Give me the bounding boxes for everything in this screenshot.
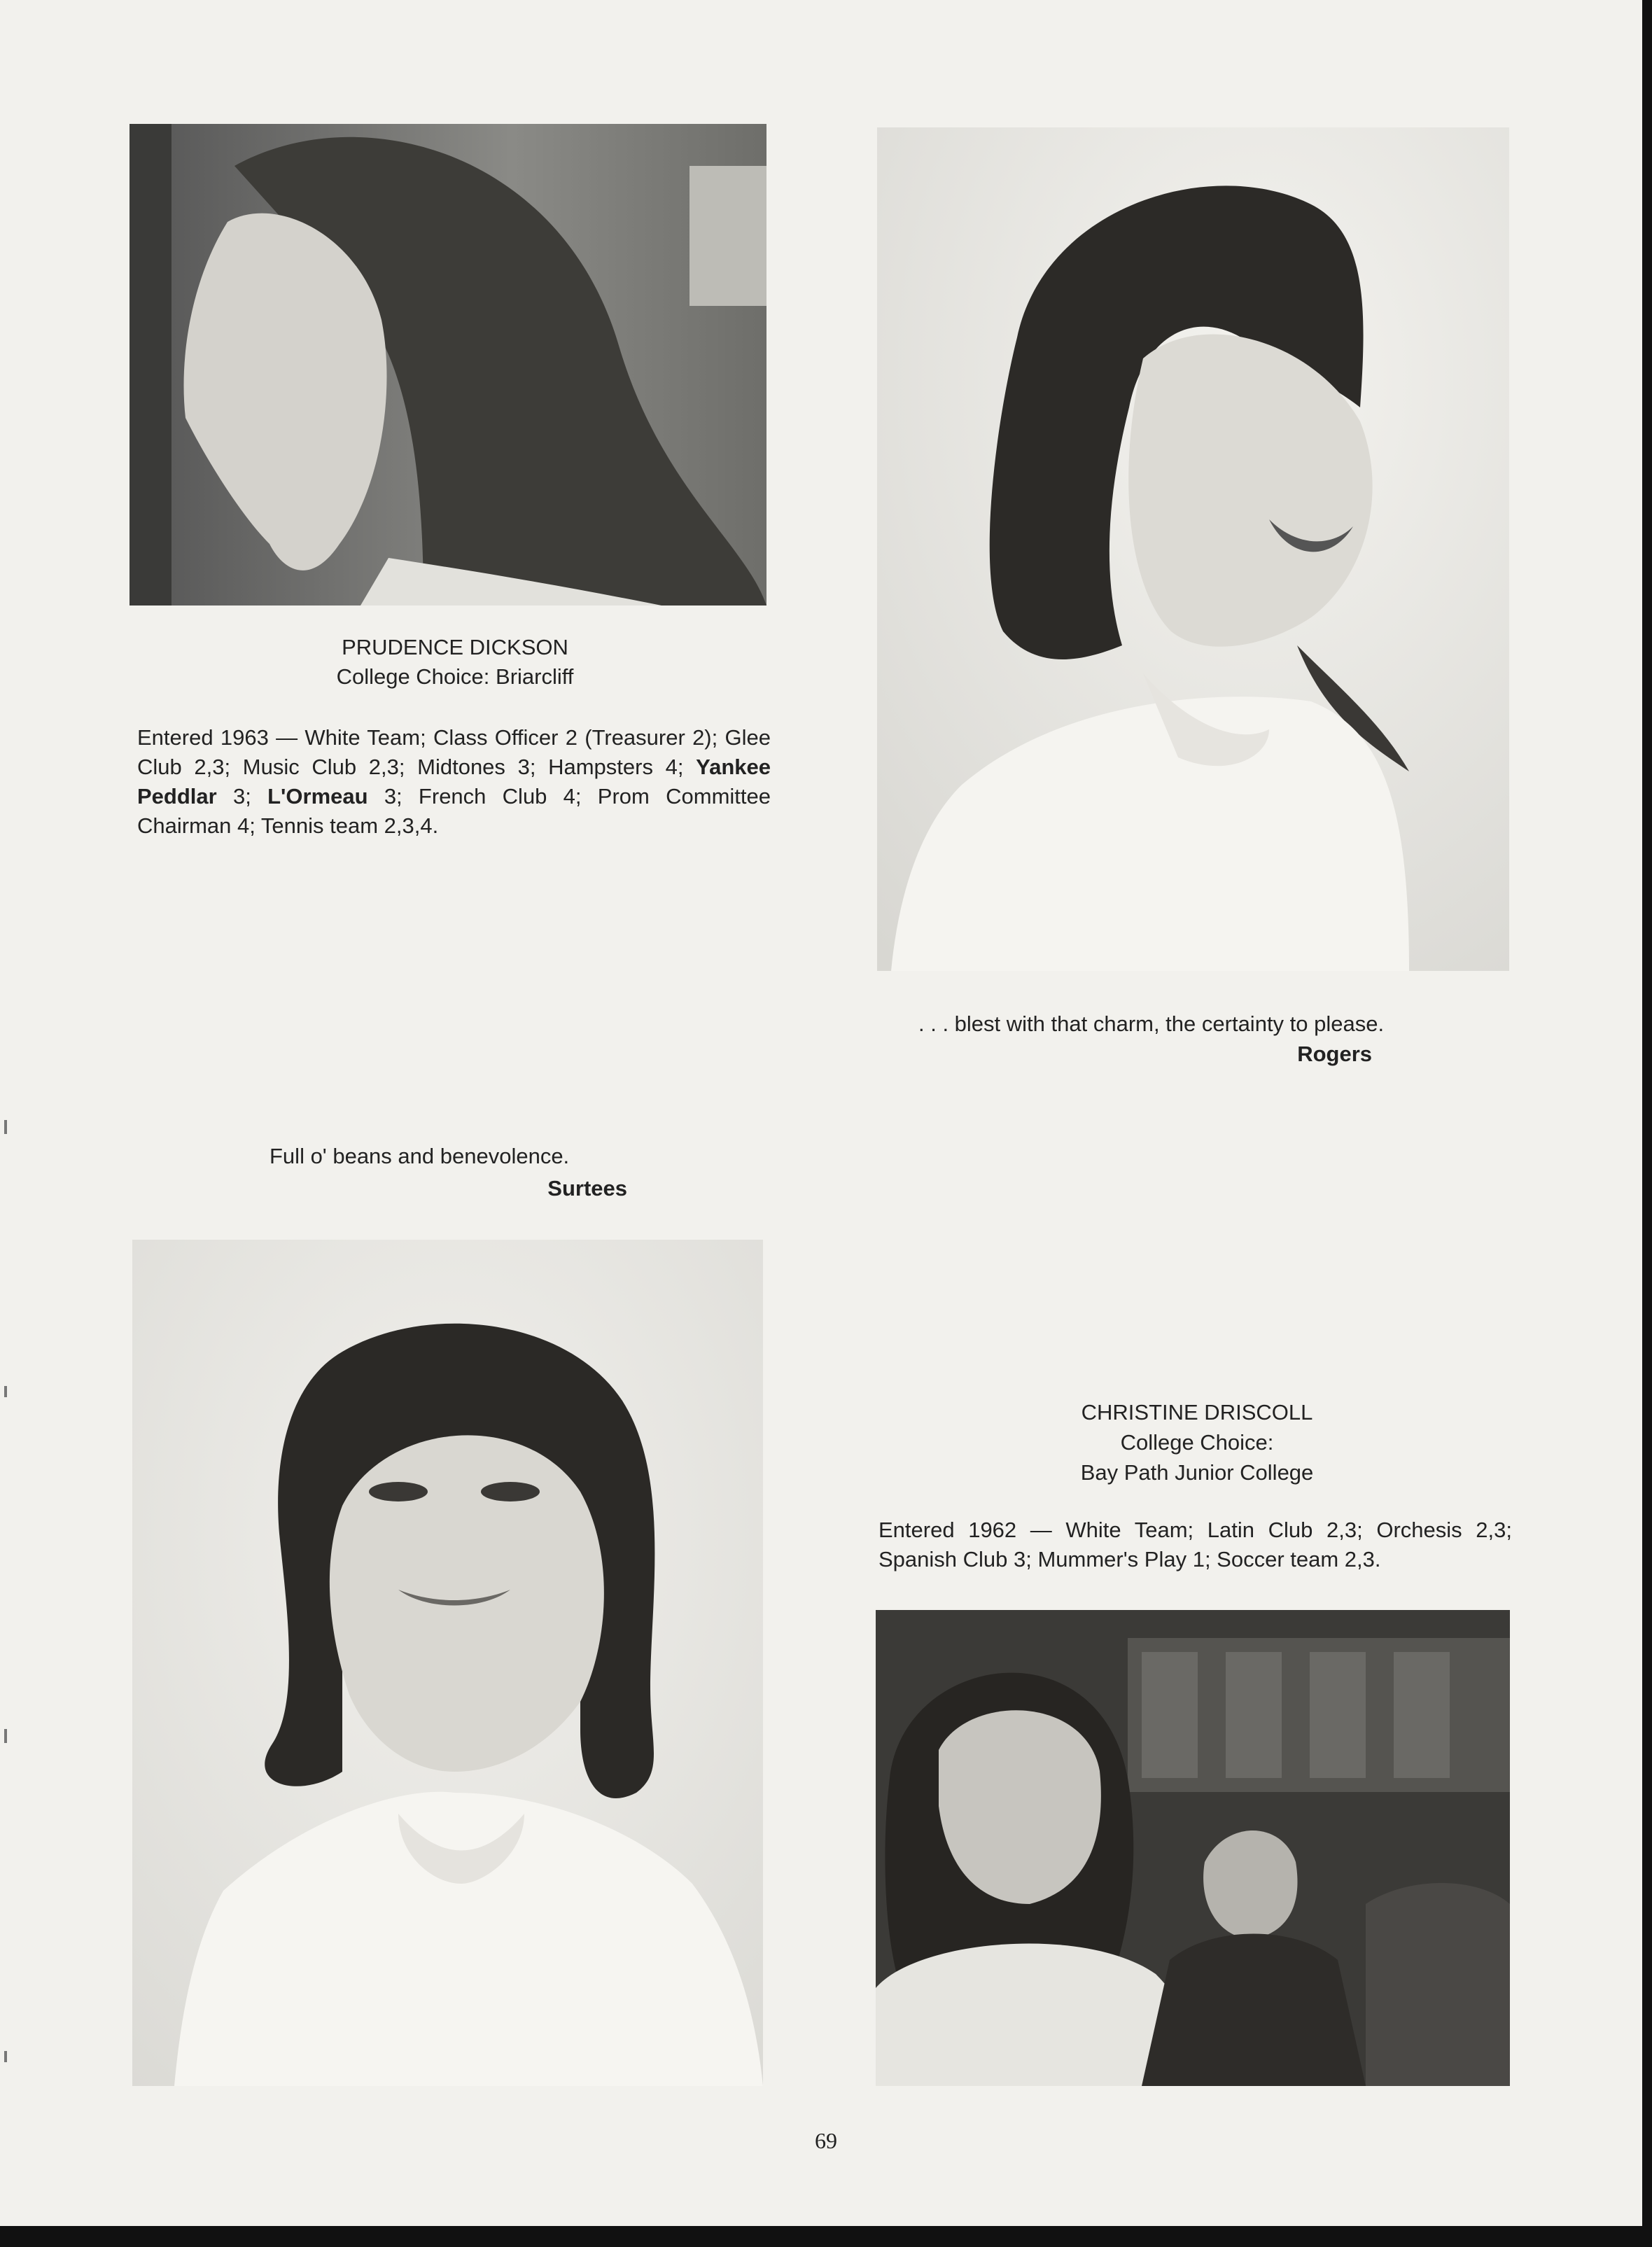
yankee-peddlar-label: Yankee Peddlar xyxy=(137,755,771,808)
college-choice-driscoll: College Choice: xyxy=(1120,1430,1274,1455)
portrait-photo-driscoll-formal-image xyxy=(877,127,1509,971)
binding-mark xyxy=(4,1386,7,1397)
scan-edge-bottom xyxy=(0,2226,1652,2247)
activities-dickson-part-3: 3; French Club 4; Prom Committee Chairman 4; Tennis team 2,3,4. xyxy=(137,784,771,838)
candid-photo-driscoll xyxy=(876,1610,1510,2086)
student-name-dickson: PRUDENCE DICKSON xyxy=(342,635,568,659)
quote-dickson: Full o' beans and benevolence. xyxy=(270,1144,570,1168)
binding-mark xyxy=(4,1729,7,1743)
portrait-photo-dickson-formal xyxy=(132,1240,763,2086)
binding-mark xyxy=(4,1120,7,1134)
scan-edge-right xyxy=(1642,0,1652,2247)
quote-author-driscoll: Rogers xyxy=(1297,1042,1372,1066)
profile-photo-dickson-image xyxy=(130,124,766,606)
page-number: 69 xyxy=(815,2128,837,2153)
college-name-driscoll: Bay Path Junior College xyxy=(1080,1460,1314,1485)
lormeau-label: L'Ormeau xyxy=(267,784,368,808)
activities-driscoll: Entered 1962 — White Team; Latin Club 2,3; Orchesis 2,3; Spanish Club 3; Mummer's Play 1; Soccer team 2,3. xyxy=(878,1518,1512,1572)
student-name-driscoll: CHRISTINE DRISCOLL xyxy=(1081,1400,1313,1424)
activities-dickson xyxy=(137,723,771,841)
activities-dickson-part-1: Entered 1963 — White Team; Class Officer 2 (Treasurer 2); Glee Club 2,3; Music Club 2,3; Midtones 3; Hampsters 4; xyxy=(137,725,771,779)
college-choice-dickson: College Choice: Briarcliff xyxy=(336,664,574,689)
binding-mark xyxy=(4,2051,7,2062)
profile-photo-dickson xyxy=(130,124,766,606)
quote-author-dickson: Surtees xyxy=(547,1176,627,1200)
candid-photo-driscoll-image xyxy=(876,1610,1510,2086)
portrait-photo-driscoll-formal xyxy=(877,127,1509,971)
activities-dickson-part-2: 3; xyxy=(216,784,268,808)
portrait-photo-dickson-formal-image xyxy=(132,1240,763,2086)
quote-driscoll: . . . blest with that charm, the certainty to please. xyxy=(918,1011,1385,1036)
